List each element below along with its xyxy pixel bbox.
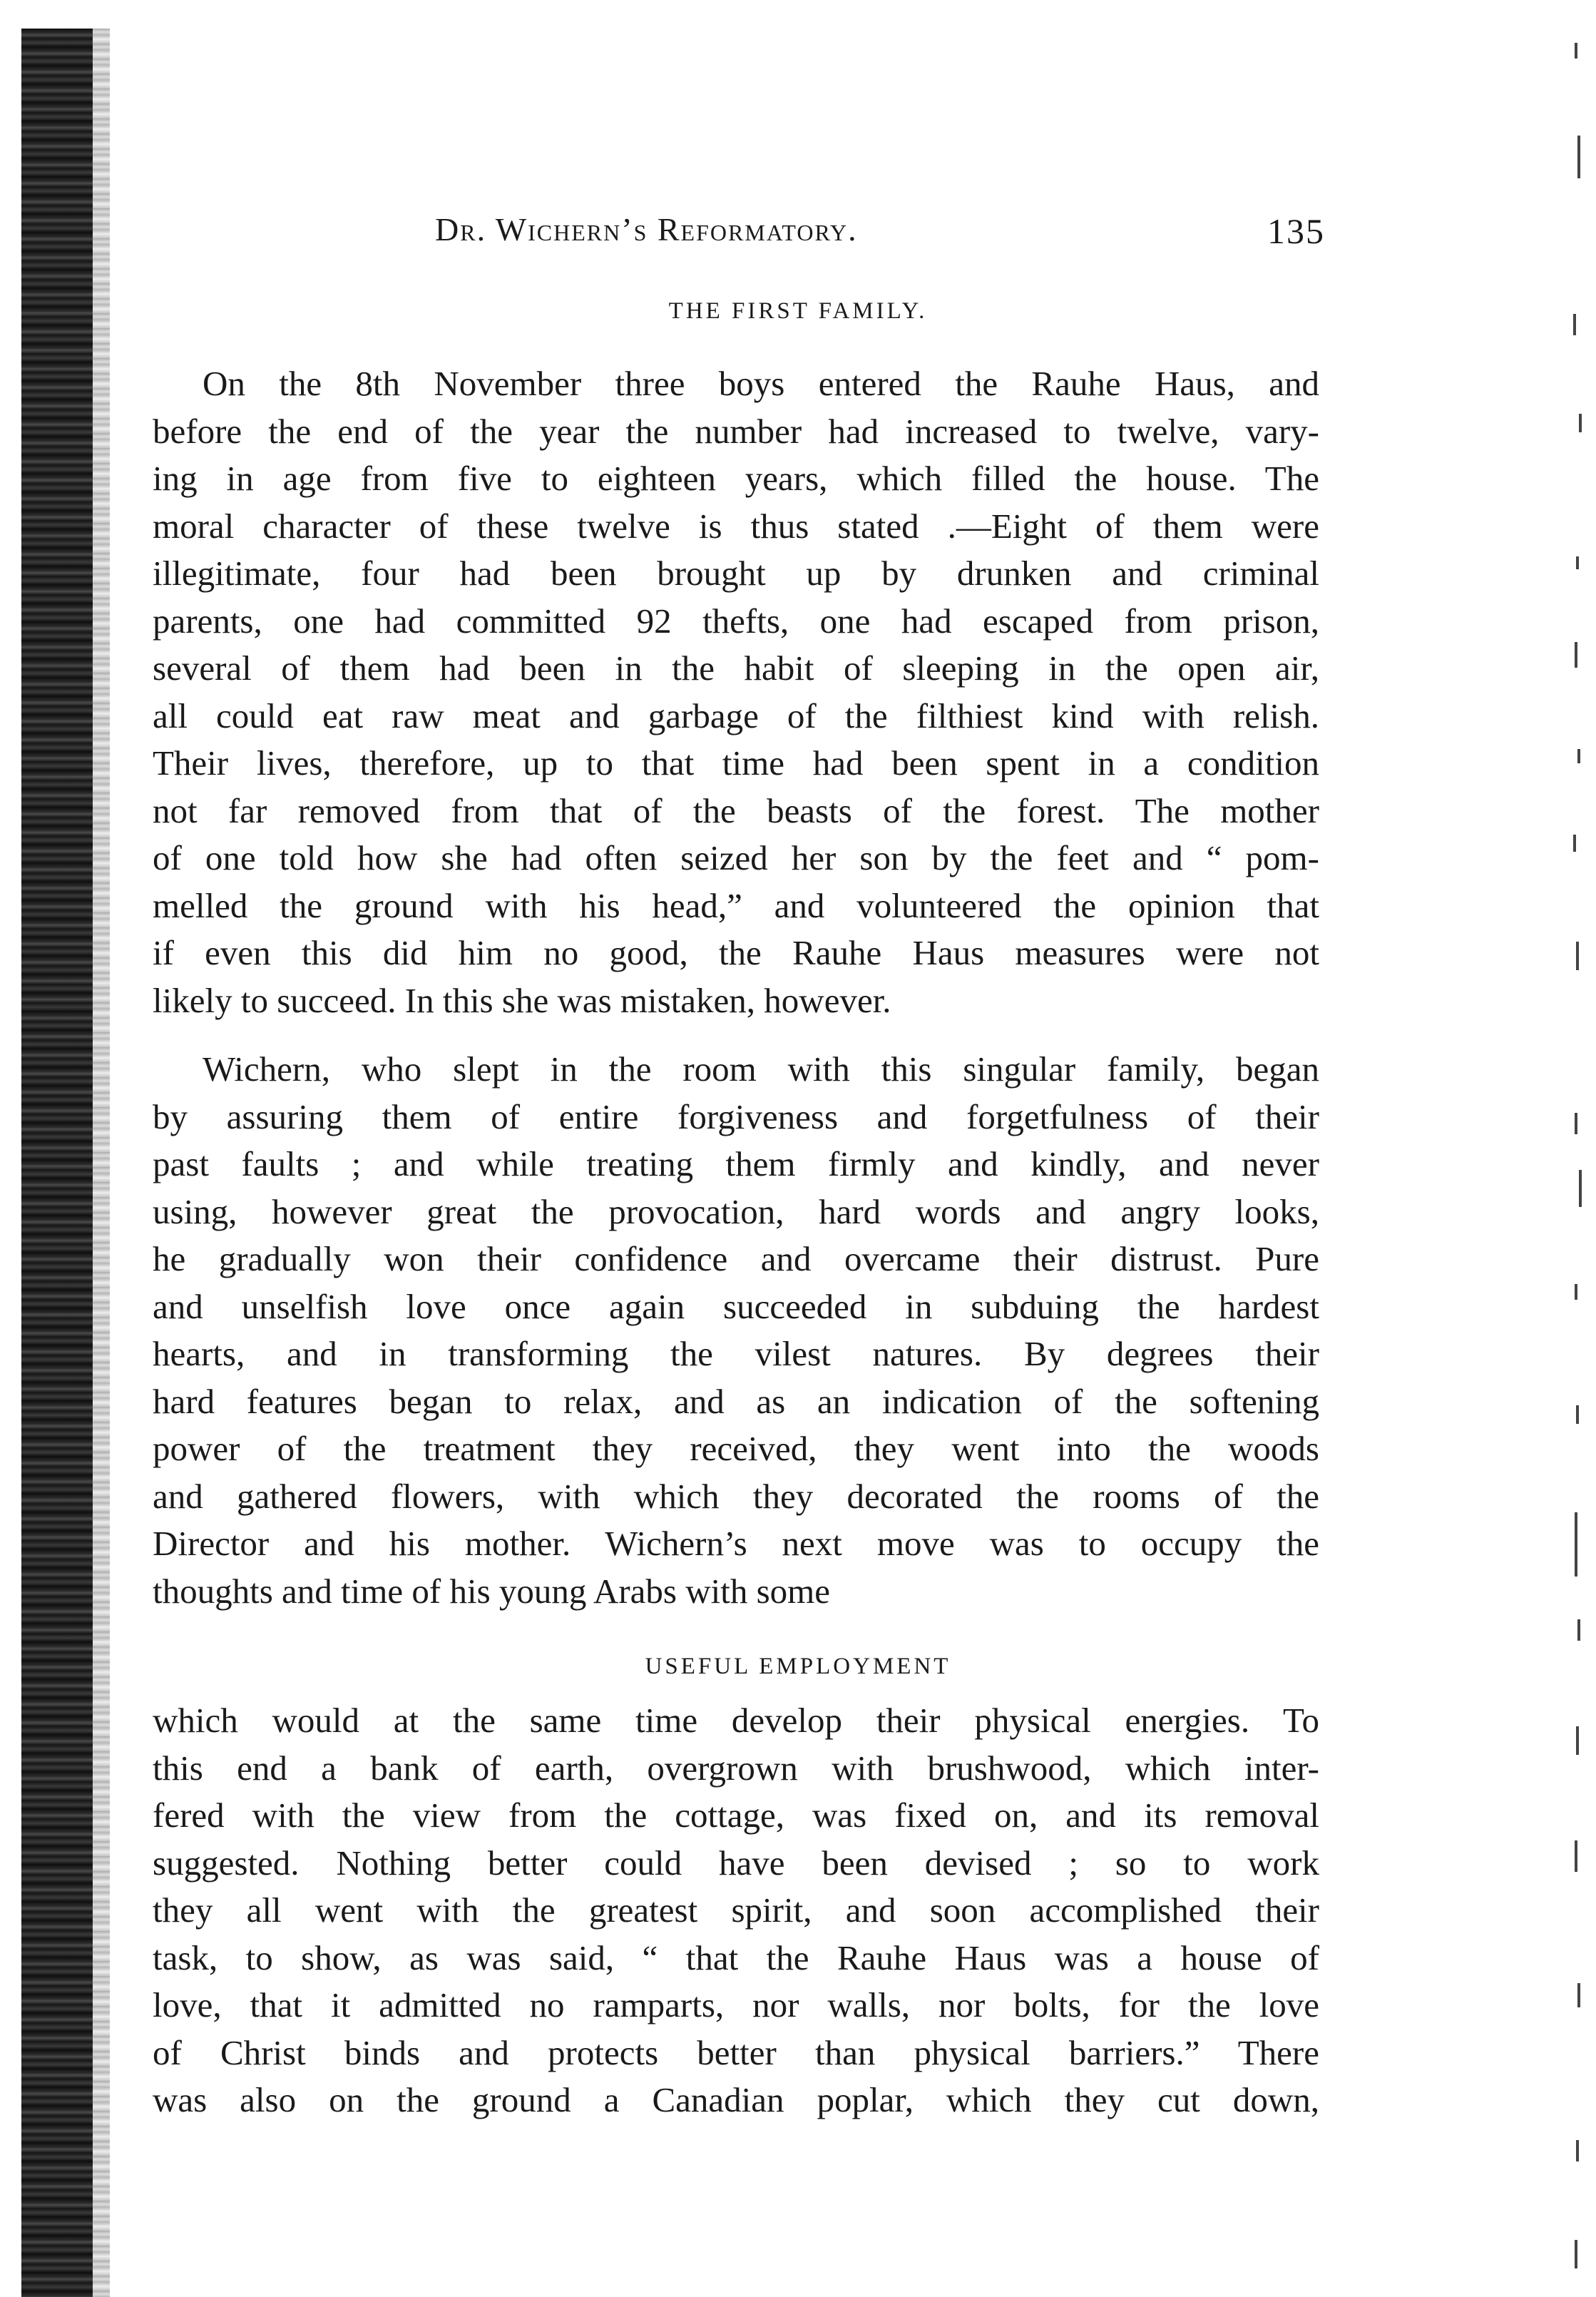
text-line: and gathered flowers, with which they decorated the rooms of the [153, 1476, 1319, 1516]
paragraph-wichern [153, 1046, 1319, 1615]
text-line: moral character of these twelve is thus stated .—Eight of them were [153, 506, 1319, 546]
paragraph-first-family [153, 360, 1319, 1024]
text-line: this end a bank of earth, overgrown with brushwood, which inter- [153, 1748, 1319, 1788]
paragraph-useful-employment [153, 1697, 1319, 2124]
text-line: hearts, and in transforming the vilest natures. By degrees their [153, 1334, 1319, 1373]
text-line: likely to succeed. In this she was mistaken, however. [153, 980, 891, 1020]
running-head [435, 210, 1334, 253]
text-line: several of them had been in the habit of sleeping in the open air, [153, 648, 1319, 688]
running-title: Dr. Wichern’s Reformatory. [435, 211, 858, 248]
text-line: which would at the same time develop their physical energies. To [153, 1701, 1319, 1740]
text-line: ing in age from five to eighteen years, which filled the house. The [153, 459, 1319, 498]
text-line: by assuring them of entire forgiveness and forgetfulness of their [153, 1096, 1319, 1136]
text-line: task, to show, as was said, “ that the Rauhe Haus was a house of [153, 1937, 1319, 1977]
text-line: using, however great the provocation, hard words and angry looks, [153, 1191, 1319, 1231]
text-line: suggested. Nothing better could have been devised ; so to work [153, 1843, 1319, 1883]
page-binding-edge [21, 29, 93, 2297]
text-line: power of the treatment they received, they went into the woods [153, 1429, 1319, 1468]
text-line: parents, one had committed 92 thefts, one had escaped from prison, [153, 601, 1319, 641]
text-line: of Christ binds and protects better than physical barriers.” There [153, 2032, 1319, 2072]
section-heading-first-family: THE FIRST FAMILY. [668, 298, 928, 324]
page-binding-shadow [93, 29, 110, 2297]
text-line: illegitimate, four had been brought up by drunken and criminal [153, 554, 1319, 593]
text-line: he gradually won their confidence and overcame their distrust. Pure [153, 1239, 1319, 1278]
text-line: melled the ground with his head,” and volunteered the opinion that [153, 885, 1319, 925]
text-line: not far removed from that of the beasts of the forest. The mother [153, 790, 1319, 830]
text-line: thoughts and time of his young Arabs with some [153, 1571, 830, 1611]
text-line: On the 8th November three boys entered the Rauhe Haus, and [203, 364, 1319, 403]
text-line: all could eat raw meat and garbage of the filthiest kind with relish. [153, 696, 1319, 735]
text-line: was also on the ground a Canadian poplar, which they cut down, [153, 2080, 1319, 2119]
text-line: fered with the view from the cottage, was fixed on, and its removal [153, 1796, 1319, 1835]
text-line: Wichern, who slept in the room with this singular family, began [203, 1049, 1319, 1089]
text-line: past faults ; and while treating them firmly and kindly, and never [153, 1144, 1319, 1183]
text-line: before the end of the year the number had increased to twelve, vary- [153, 411, 1319, 451]
text-line: they all went with the greatest spirit, and soon accomplished their [153, 1890, 1319, 1930]
text-line: love, that it admitted no ramparts, nor walls, nor bolts, for the love [153, 1985, 1319, 2024]
section-heading-useful-employment: USEFUL EMPLOYMENT [645, 1654, 951, 1679]
text-line: Their lives, therefore, up to that time had been spent in a condition [153, 743, 1319, 783]
page-number: 135 [1267, 211, 1325, 251]
text-line: of one told how she had often seized her son by the feet and “ pom- [153, 838, 1319, 877]
text-line: hard features began to relax, and as an indication of the softening [153, 1381, 1319, 1421]
text-line: and unselfish love once again succeeded in subduing the hardest [153, 1286, 1319, 1326]
text-line: Director and his mother. Wichern’s next move was to occupy the [153, 1524, 1319, 1563]
right-margin-specks [1567, 14, 1592, 2283]
text-line: if even this did him no good, the Rauhe Haus measures were not [153, 933, 1319, 972]
